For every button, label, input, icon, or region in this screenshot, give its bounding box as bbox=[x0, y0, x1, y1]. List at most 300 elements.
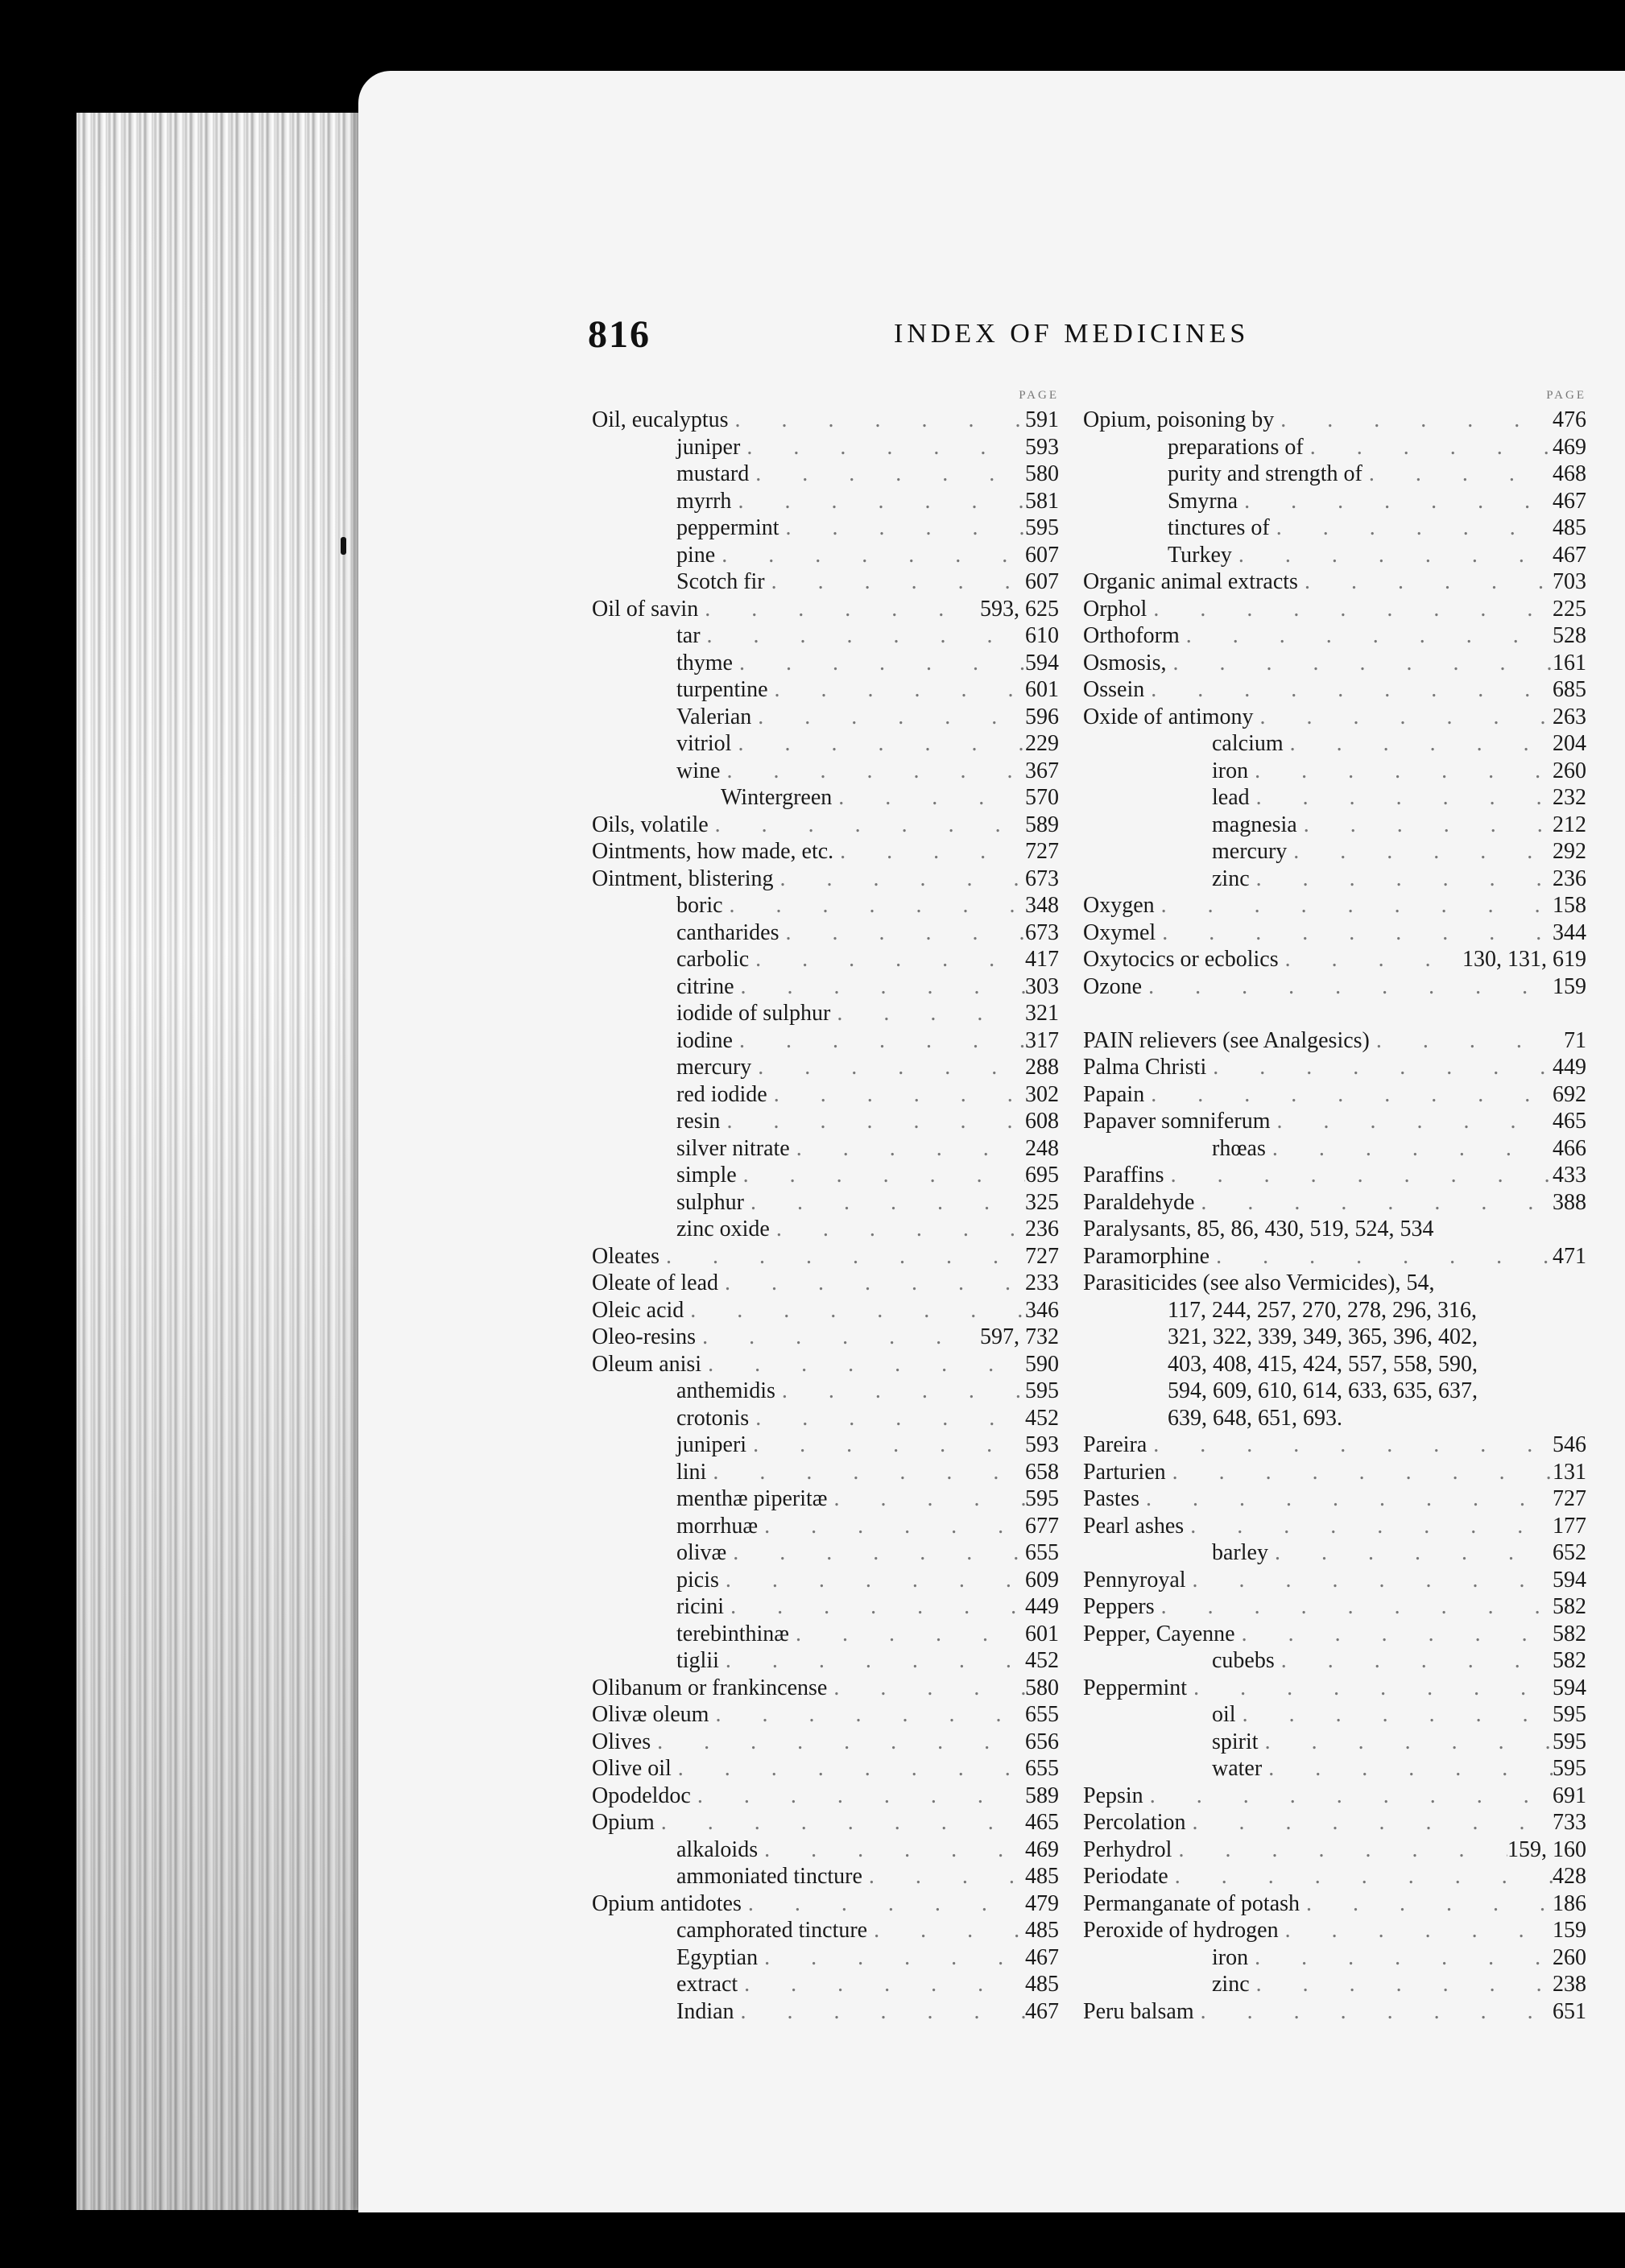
dot-leader bbox=[742, 1890, 1025, 1918]
index-entry bbox=[1083, 622, 1586, 650]
dot-leader bbox=[767, 1081, 1025, 1109]
entry-page: 691 bbox=[1553, 1783, 1586, 1808]
entry-term: Oleates bbox=[592, 1243, 660, 1269]
entry-page: 582 bbox=[1553, 1648, 1586, 1673]
index-entry bbox=[592, 461, 1083, 488]
entry-term: pine bbox=[676, 542, 716, 568]
index-entry bbox=[592, 407, 1083, 434]
entry-term: 321, 322, 339, 349, 365, 396, 402, bbox=[1168, 1324, 1478, 1349]
entry-page: 212 bbox=[1553, 812, 1586, 837]
entry-page: 607 bbox=[1025, 542, 1059, 568]
entry-page: 321 bbox=[1025, 1001, 1059, 1026]
entry-page: 130, 131, 619 bbox=[1462, 947, 1586, 972]
dot-leader bbox=[832, 784, 1025, 812]
index-entry bbox=[592, 1836, 1083, 1864]
entry-page: 733 bbox=[1553, 1810, 1586, 1835]
dot-leader bbox=[790, 1135, 1025, 1163]
entry-term: Pearl ashes bbox=[1083, 1513, 1185, 1539]
index-entry bbox=[592, 1701, 1083, 1729]
index-entry bbox=[1083, 461, 1586, 488]
dot-leader bbox=[719, 1567, 1025, 1594]
entry-page: 236 bbox=[1553, 865, 1586, 891]
entry-term: Opium antidotes bbox=[592, 1890, 742, 1916]
entry-term: Opium, poisoning by bbox=[1083, 407, 1275, 432]
dot-leader bbox=[1298, 568, 1553, 596]
entry-page: 302 bbox=[1025, 1081, 1059, 1107]
entry-term: Parasiticides (see also Vermicides), 54, bbox=[1083, 1270, 1435, 1295]
index-entry-list bbox=[1083, 407, 1586, 2025]
entry-term: extract bbox=[676, 1972, 738, 1997]
dot-leader bbox=[724, 1593, 1025, 1621]
index-entry bbox=[1083, 1189, 1586, 1217]
dot-leader bbox=[758, 1513, 1025, 1540]
dot-leader bbox=[1144, 1081, 1553, 1109]
index-entry bbox=[1083, 568, 1586, 596]
entry-term: camphorated tincture bbox=[676, 1918, 868, 1943]
entry-term: Oxymel bbox=[1083, 919, 1156, 945]
entry-page: 597, 732 bbox=[980, 1324, 1059, 1349]
index-entry bbox=[592, 865, 1083, 893]
index-entry bbox=[1083, 1270, 1586, 1297]
entry-page: 186 bbox=[1553, 1890, 1586, 1916]
dot-leader bbox=[1147, 1431, 1553, 1459]
index-entry bbox=[592, 1135, 1083, 1163]
dot-leader bbox=[1266, 1135, 1553, 1163]
dot-leader bbox=[779, 514, 1025, 542]
index-entry bbox=[592, 1270, 1083, 1297]
entry-term: Orthoform bbox=[1083, 623, 1180, 648]
index-entry bbox=[1083, 1647, 1586, 1675]
index-entry bbox=[1083, 1809, 1586, 1836]
index-entry bbox=[1083, 1324, 1586, 1351]
entry-page: 71 bbox=[1564, 1027, 1586, 1053]
entry-page: 248 bbox=[1025, 1135, 1059, 1161]
index-entry bbox=[1083, 434, 1586, 461]
dot-leader bbox=[1186, 1567, 1553, 1594]
dot-leader bbox=[1274, 407, 1553, 434]
entry-term: picis bbox=[676, 1567, 719, 1593]
dot-leader bbox=[1287, 838, 1553, 865]
entry-term: Wintergreen bbox=[721, 785, 833, 810]
index-entry bbox=[592, 1243, 1083, 1270]
index-entry bbox=[592, 596, 1083, 623]
index-entry bbox=[592, 838, 1083, 865]
entry-page: 595 bbox=[1553, 1702, 1586, 1727]
index-entry bbox=[1083, 1783, 1586, 1810]
entry-page: 467 bbox=[1025, 1998, 1059, 2024]
index-entry bbox=[592, 488, 1083, 515]
dot-leader bbox=[733, 1027, 1025, 1055]
dot-leader bbox=[1297, 812, 1553, 839]
entry-term: simple bbox=[676, 1163, 737, 1188]
entry-term: crotonis bbox=[676, 1405, 750, 1431]
dot-leader bbox=[1248, 758, 1553, 785]
index-entry bbox=[1083, 892, 1586, 919]
entry-term: preparations of bbox=[1168, 434, 1304, 460]
dot-leader bbox=[770, 1216, 1025, 1243]
index-entry bbox=[592, 1783, 1083, 1810]
index-entry bbox=[592, 973, 1083, 1001]
entry-page: 452 bbox=[1025, 1648, 1059, 1673]
entry-page: 469 bbox=[1025, 1836, 1059, 1862]
entry-term: Oil, eucalyptus bbox=[592, 407, 729, 432]
dot-leader bbox=[738, 1971, 1025, 1998]
dot-leader bbox=[729, 407, 1025, 434]
entry-term: Orphol bbox=[1083, 596, 1147, 622]
entry-term: lini bbox=[676, 1459, 707, 1485]
entry-term: 117, 244, 257, 270, 278, 296, 316, bbox=[1168, 1297, 1477, 1323]
entry-term: Periodate bbox=[1083, 1864, 1168, 1889]
entry-term: iron bbox=[1212, 758, 1249, 783]
entry-term: Percolation bbox=[1083, 1810, 1186, 1835]
index-entry bbox=[592, 1863, 1083, 1890]
dot-leader bbox=[734, 1998, 1025, 2026]
entry-term: juniper bbox=[676, 434, 741, 460]
index-entry bbox=[592, 704, 1083, 731]
dot-leader bbox=[1304, 434, 1553, 461]
entry-term: tiglii bbox=[676, 1648, 719, 1673]
entry-page: 236 bbox=[1025, 1217, 1059, 1241]
entry-page: 325 bbox=[1025, 1189, 1059, 1215]
dot-leader bbox=[1206, 1054, 1553, 1081]
index-entry bbox=[592, 622, 1083, 650]
index-entry bbox=[1083, 919, 1586, 947]
entry-term: barley bbox=[1212, 1540, 1268, 1565]
dot-leader bbox=[758, 1944, 1025, 1972]
index-entry bbox=[592, 812, 1083, 839]
entry-page: 260 bbox=[1553, 758, 1586, 783]
dot-leader bbox=[651, 1729, 1025, 1756]
dot-leader bbox=[1362, 461, 1553, 488]
entry-term: 403, 408, 415, 424, 557, 558, 590, bbox=[1168, 1351, 1478, 1377]
entry-page: 593 bbox=[1025, 1432, 1059, 1457]
entry-term: Valerian bbox=[676, 704, 752, 729]
dot-leader bbox=[751, 1054, 1025, 1081]
entry-page: 589 bbox=[1025, 1783, 1059, 1808]
entry-term: terebinthinæ bbox=[676, 1621, 789, 1646]
entry-page: 467 bbox=[1025, 1944, 1059, 1970]
dot-leader bbox=[709, 1701, 1025, 1729]
index-entry bbox=[592, 434, 1083, 461]
entry-page: 727 bbox=[1553, 1486, 1586, 1511]
entry-page: 580 bbox=[1025, 1675, 1059, 1700]
entry-term: Olibanum or frankincense bbox=[592, 1675, 828, 1700]
dot-leader bbox=[719, 1647, 1025, 1675]
entry-page: 685 bbox=[1553, 677, 1586, 702]
entry-page: 471 bbox=[1553, 1243, 1586, 1269]
entry-page: 673 bbox=[1025, 865, 1059, 891]
entry-page: 467 bbox=[1553, 542, 1586, 568]
dot-leader bbox=[1279, 946, 1462, 973]
dot-leader bbox=[660, 1243, 1025, 1270]
index-column-left bbox=[592, 389, 1083, 2025]
entry-term: Pepper, Cayenne bbox=[1083, 1621, 1235, 1646]
entry-term: Peru balsam bbox=[1083, 1998, 1194, 2024]
entry-term: Paraldehyde bbox=[1083, 1189, 1195, 1215]
index-entry bbox=[592, 1647, 1083, 1675]
entry-page: 388 bbox=[1553, 1189, 1586, 1215]
entry-term: iodide of sulphur bbox=[676, 1001, 831, 1026]
entry-page: 677 bbox=[1025, 1513, 1059, 1539]
entry-page: 465 bbox=[1553, 1109, 1586, 1134]
index-entry bbox=[1083, 946, 1586, 973]
page-number: 816 bbox=[588, 313, 651, 356]
entry-term: Turkey bbox=[1168, 542, 1232, 568]
dot-leader bbox=[698, 596, 980, 623]
entry-page: 468 bbox=[1553, 461, 1586, 486]
dot-leader bbox=[749, 461, 1025, 488]
entry-term: silver nitrate bbox=[676, 1135, 790, 1161]
entry-page: 263 bbox=[1553, 704, 1586, 729]
dot-leader bbox=[830, 1000, 1025, 1027]
entry-term: morrhuæ bbox=[676, 1513, 759, 1539]
dot-leader bbox=[775, 1378, 1025, 1405]
entry-term: citrine bbox=[676, 973, 734, 999]
entry-term: ammoniated tincture bbox=[676, 1864, 862, 1889]
entry-page: 596 bbox=[1025, 704, 1059, 729]
entry-page: 652 bbox=[1553, 1540, 1586, 1565]
entry-term: Olive oil bbox=[592, 1756, 672, 1781]
dot-leader bbox=[768, 676, 1025, 704]
entry-page: 485 bbox=[1025, 1918, 1059, 1943]
entry-page: 131 bbox=[1553, 1459, 1586, 1485]
entry-term: tar bbox=[676, 623, 701, 648]
entry-term: Oxytocics or ecbolics bbox=[1083, 947, 1279, 972]
index-entry bbox=[1083, 1593, 1586, 1621]
entry-term: resin bbox=[676, 1109, 721, 1134]
index-entry bbox=[1083, 1944, 1586, 1972]
dot-leader bbox=[1209, 1243, 1553, 1270]
entry-page: 595 bbox=[1025, 515, 1059, 540]
index-entry bbox=[592, 1917, 1083, 1944]
index-entry bbox=[592, 1513, 1083, 1540]
index-entry bbox=[592, 1405, 1083, 1432]
entry-term: zinc oxide bbox=[676, 1217, 770, 1241]
index-entry bbox=[592, 1000, 1083, 1027]
entry-term: iron bbox=[1212, 1944, 1249, 1970]
index-entry bbox=[1083, 1108, 1586, 1135]
dot-leader bbox=[1250, 1971, 1553, 1998]
dot-leader bbox=[833, 838, 1025, 865]
entry-page: 655 bbox=[1025, 1540, 1059, 1565]
entry-term: Paralysants, 85, 86, 430, 519, 524, 534 bbox=[1083, 1217, 1434, 1241]
dot-leader bbox=[1284, 730, 1553, 758]
page-column-head: PAGE bbox=[1546, 389, 1586, 402]
entry-page: 594 bbox=[1553, 1567, 1586, 1593]
entry-page: 466 bbox=[1553, 1135, 1586, 1161]
dot-leader bbox=[696, 1324, 980, 1351]
index-entry bbox=[1083, 1971, 1586, 1998]
entry-page: 303 bbox=[1025, 973, 1059, 999]
dot-leader bbox=[1238, 488, 1553, 515]
entry-term: Opium bbox=[592, 1810, 655, 1835]
entry-term: iodine bbox=[676, 1027, 733, 1053]
entry-page: 449 bbox=[1553, 1055, 1586, 1080]
entry-page: 692 bbox=[1553, 1081, 1586, 1107]
dot-leader bbox=[1180, 622, 1553, 650]
index-entry bbox=[592, 892, 1083, 919]
index-entry bbox=[1083, 1027, 1586, 1055]
index-page bbox=[358, 71, 1625, 2212]
entry-term: Egyptian bbox=[676, 1944, 759, 1970]
dot-leader bbox=[734, 973, 1025, 1001]
index-entry bbox=[592, 1027, 1083, 1055]
entry-term: sulphur bbox=[676, 1189, 744, 1215]
entry-term: carbolic bbox=[676, 947, 750, 972]
entry-term: Indian bbox=[676, 1998, 734, 2024]
dot-leader bbox=[1155, 892, 1553, 919]
index-entry bbox=[1083, 1701, 1586, 1729]
entry-term: Peppermint bbox=[1083, 1675, 1188, 1700]
dot-leader bbox=[723, 892, 1025, 919]
index-entry bbox=[592, 946, 1083, 973]
dot-leader bbox=[740, 434, 1025, 461]
entry-term: Peppers bbox=[1083, 1594, 1155, 1619]
index-entry bbox=[1083, 596, 1586, 623]
entry-page: 465 bbox=[1025, 1810, 1059, 1835]
dot-leader bbox=[1250, 865, 1553, 893]
entry-page: 593, 625 bbox=[980, 596, 1059, 622]
entry-page: 159, 160 bbox=[1507, 1836, 1586, 1862]
dot-leader bbox=[744, 1189, 1025, 1217]
entry-term: Ozone bbox=[1083, 973, 1143, 999]
index-entry bbox=[592, 1593, 1083, 1621]
entry-term: olivæ bbox=[676, 1540, 727, 1565]
entry-page: 433 bbox=[1553, 1163, 1586, 1188]
dot-leader bbox=[720, 1108, 1025, 1135]
dot-leader bbox=[718, 1270, 1025, 1297]
index-entry bbox=[592, 1809, 1083, 1836]
dot-leader bbox=[765, 568, 1025, 596]
dot-leader bbox=[1144, 676, 1553, 704]
dot-leader bbox=[715, 542, 1025, 569]
entry-page: 317 bbox=[1025, 1027, 1059, 1053]
entry-page: 651 bbox=[1553, 1998, 1586, 2024]
dot-leader bbox=[1139, 1485, 1553, 1513]
entry-term: anthemidis bbox=[676, 1378, 775, 1403]
index-entry bbox=[592, 1054, 1083, 1081]
entry-page: 469 bbox=[1553, 434, 1586, 460]
index-entry bbox=[592, 1216, 1083, 1243]
dot-leader bbox=[862, 1863, 1025, 1890]
dot-leader bbox=[746, 1431, 1025, 1459]
dot-leader bbox=[731, 488, 1025, 515]
index-entry bbox=[592, 1539, 1083, 1567]
entry-term: Olivæ oleum bbox=[592, 1702, 709, 1727]
dot-leader bbox=[1155, 1593, 1553, 1621]
dot-leader bbox=[1254, 704, 1553, 731]
index-entry bbox=[1083, 1162, 1586, 1189]
entry-term: spirit bbox=[1212, 1729, 1259, 1754]
entry-page: 607 bbox=[1025, 569, 1059, 594]
entry-term: mercury bbox=[676, 1055, 752, 1080]
entry-term: cubebs bbox=[1212, 1648, 1275, 1673]
index-entry bbox=[592, 514, 1083, 542]
index-entry bbox=[592, 1675, 1083, 1702]
index-entry bbox=[592, 730, 1083, 758]
dot-leader bbox=[1275, 1647, 1553, 1675]
dot-leader bbox=[1156, 919, 1553, 947]
dot-leader bbox=[691, 1783, 1025, 1810]
dot-leader bbox=[1232, 542, 1553, 569]
entry-term: Olives bbox=[592, 1729, 651, 1754]
entry-term: Oleate of lead bbox=[592, 1270, 719, 1295]
entry-page: 601 bbox=[1025, 1621, 1059, 1646]
dot-leader bbox=[1270, 514, 1553, 542]
index-entry bbox=[1083, 1135, 1586, 1163]
page-header bbox=[358, 312, 1625, 361]
entry-page: 590 bbox=[1025, 1351, 1059, 1377]
index-entry bbox=[1083, 838, 1586, 865]
entry-page: 610 bbox=[1025, 623, 1059, 648]
entry-term: zinc bbox=[1212, 865, 1250, 891]
dot-leader bbox=[1142, 973, 1553, 1001]
index-entry bbox=[1083, 1000, 1586, 1027]
entry-term: wine bbox=[676, 758, 721, 783]
index-entry bbox=[1083, 865, 1586, 893]
index-entry bbox=[592, 1485, 1083, 1513]
entry-page: 292 bbox=[1553, 839, 1586, 864]
entry-term: Paramorphine bbox=[1083, 1243, 1210, 1269]
index-entry bbox=[1083, 1863, 1586, 1890]
entry-page: 346 bbox=[1025, 1297, 1059, 1323]
entry-page: 367 bbox=[1025, 758, 1059, 783]
index-entry bbox=[1083, 1297, 1586, 1324]
entry-page: 593 bbox=[1025, 434, 1059, 460]
entry-term: PAIN relievers (see Analgesics) bbox=[1083, 1027, 1370, 1053]
entry-page: 608 bbox=[1025, 1109, 1059, 1134]
entry-page: 485 bbox=[1025, 1972, 1059, 1997]
entry-term: Ointments, how made, etc. bbox=[592, 839, 834, 864]
entry-term: Papain bbox=[1083, 1081, 1145, 1107]
entry-term: Smyrna bbox=[1168, 488, 1238, 514]
index-entry bbox=[1083, 784, 1586, 812]
dot-leader bbox=[1186, 1809, 1553, 1836]
entry-page: 232 bbox=[1553, 785, 1586, 810]
entry-term: Opodeldoc bbox=[592, 1783, 691, 1808]
entry-term: red iodide bbox=[676, 1081, 767, 1107]
index-entry bbox=[592, 1729, 1083, 1756]
index-entry bbox=[592, 568, 1083, 596]
index-entry bbox=[592, 676, 1083, 704]
index-entry bbox=[1083, 1890, 1586, 1918]
entry-term: 594, 609, 610, 614, 633, 635, 637, bbox=[1168, 1378, 1478, 1403]
entry-page: 656 bbox=[1025, 1729, 1059, 1754]
entry-term: myrrh bbox=[676, 488, 732, 514]
dot-leader bbox=[1248, 1944, 1553, 1972]
index-entry bbox=[1083, 1459, 1586, 1486]
index-entry bbox=[592, 1621, 1083, 1648]
dot-leader bbox=[701, 1351, 1025, 1378]
index-entry bbox=[592, 1459, 1083, 1486]
index-entry bbox=[1083, 542, 1586, 569]
entry-term: Osmosis, bbox=[1083, 650, 1167, 675]
entry-term: Pastes bbox=[1083, 1486, 1139, 1511]
entry-page: 225 bbox=[1553, 596, 1586, 622]
entry-term: alkaloids bbox=[676, 1836, 759, 1862]
entry-term: Oleum anisi bbox=[592, 1351, 702, 1377]
index-entry bbox=[592, 758, 1083, 785]
index-entry bbox=[1083, 1405, 1586, 1432]
entry-term: menthæ piperitæ bbox=[676, 1486, 828, 1511]
entry-page: 727 bbox=[1025, 839, 1059, 864]
entry-page: 591 bbox=[1025, 407, 1059, 432]
entry-page: 159 bbox=[1553, 973, 1586, 999]
entry-page: 595 bbox=[1553, 1729, 1586, 1754]
dot-leader bbox=[701, 622, 1025, 650]
dot-leader bbox=[1268, 1539, 1553, 1567]
entry-page: 260 bbox=[1553, 1944, 1586, 1970]
